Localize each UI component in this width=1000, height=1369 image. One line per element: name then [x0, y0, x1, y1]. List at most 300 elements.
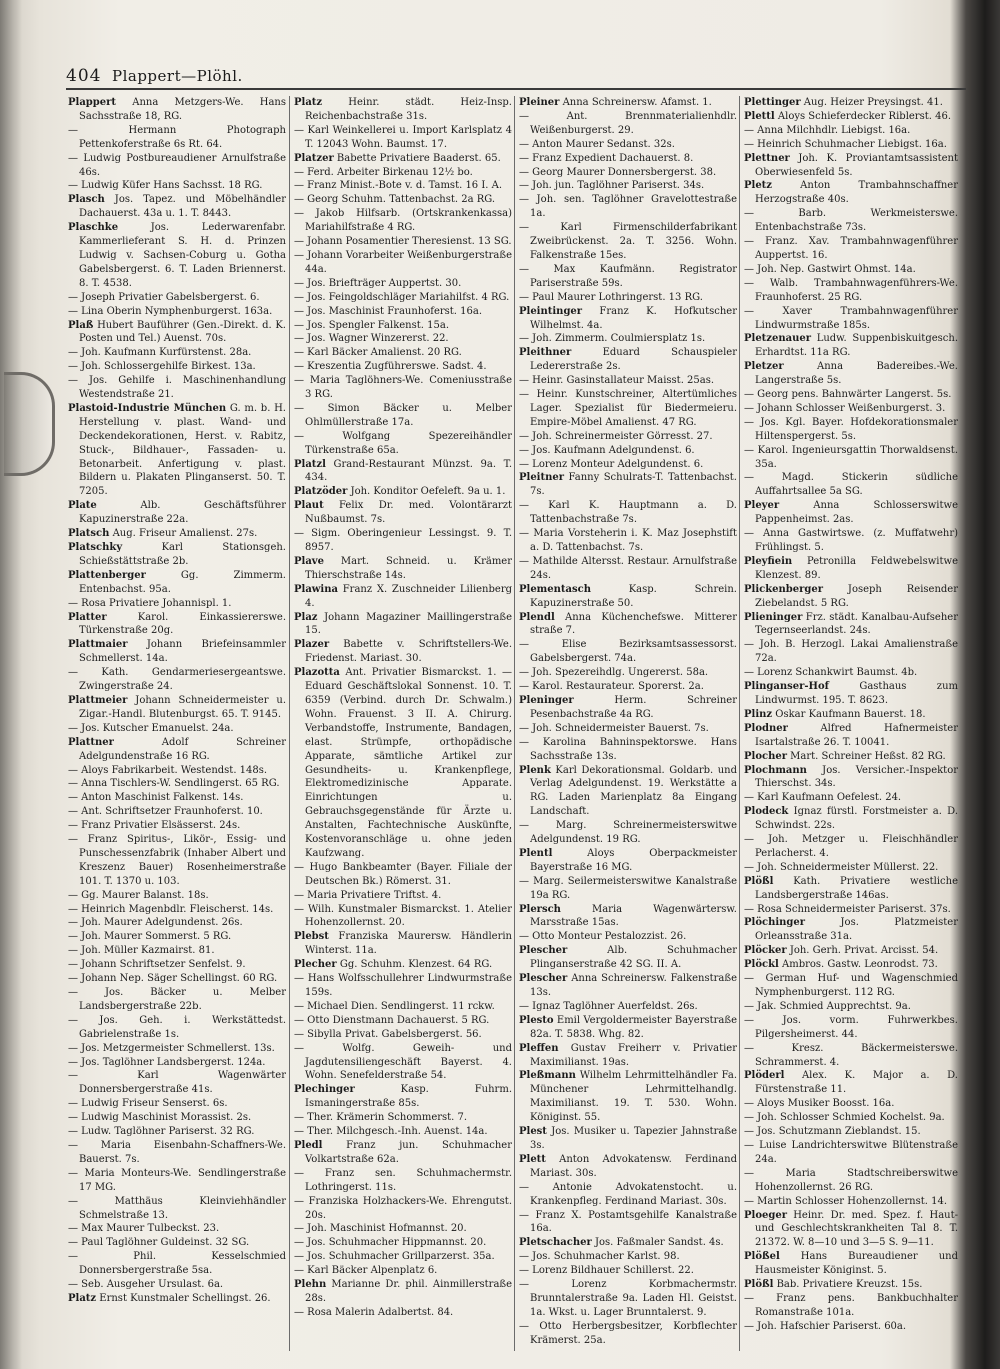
- directory-entry: [68, 374, 286, 402]
- entry-details: — Johann Schlosser Weißenburgerst. 3.: [744, 402, 946, 414]
- entry-details: — Joh. Müller Kazmairst. 81.: [68, 945, 215, 957]
- directory-entry: [68, 193, 286, 221]
- entry-surname: Plawina: [294, 583, 338, 595]
- entry-details: — Franz X. Postamtsgehilfe Kanalstraße 16a.: [519, 1209, 737, 1235]
- directory-entry: [744, 805, 958, 833]
- entry-details: — Rosa Privatiere Johannispl. 1.: [68, 597, 232, 609]
- entry-details: — Jos. Briefträger Auppertst. 30.: [294, 277, 462, 289]
- directory-entry: [744, 1195, 958, 1209]
- directory-column-1: [68, 96, 286, 1351]
- entry-details: Franziska Maurersw. Händlerin Winterst. 11a.: [305, 931, 512, 957]
- entry-surname: Plößel: [744, 1251, 780, 1263]
- directory-column-2: [294, 96, 512, 1351]
- entry-details: — Heinr. Kunstschreiner, Altertümliches Lager. Spezialist für Biedermeieru. Empire-Möbel Amalienst. 47 RG.: [519, 389, 737, 428]
- directory-entry: [68, 764, 286, 778]
- entry-details: — Jos. Wagner Winzererst. 22.: [294, 333, 449, 345]
- entry-details: Hans Bureaudiener und Hausmeister Königinst. 5.: [755, 1251, 958, 1277]
- directory-entry: [68, 611, 286, 639]
- entry-details: — Jos. Feingoldschläger Mariahilfst. 4 RG.: [294, 291, 510, 303]
- directory-entry: [519, 138, 737, 152]
- entry-details: — Seb. Ausgeher Ursulast. 6a.: [68, 1279, 224, 1291]
- entry-surname: Plieninger: [744, 611, 803, 623]
- entry-details: Karl Stationsgeh. Schießstättstraße 2b.: [79, 542, 286, 567]
- entry-details: — Lina Oberin Nymphenburgerst. 163a.: [68, 305, 273, 317]
- directory-entry: [519, 291, 737, 305]
- entry-details: — Mathilde Altersst. Restaur. Arnulfstraße 24s.: [519, 555, 737, 581]
- entry-details: — Xaver Trambahnwagenführer Lindwurmstraße 185s.: [744, 305, 958, 331]
- entry-details: — Rosa Schneidermeister Pariserst. 37s.: [744, 903, 951, 915]
- entry-details: — Joh. Schneidermeister Müllerst. 22.: [744, 861, 939, 873]
- entry-details: — Joh. jun. Taglöhner Pariserst. 34s.: [519, 180, 705, 192]
- directory-entry: [294, 291, 512, 305]
- directory-entry: [294, 527, 512, 555]
- entry-details: — Aloys Fabrikarbeit. Westendst. 148s.: [68, 764, 268, 776]
- entry-details: — Joh. Maurer Adelgundenst. 26s.: [68, 917, 243, 929]
- entry-details: Herm. Schreiner Pesenbachstraße 4a RG.: [530, 694, 737, 720]
- entry-surname: Platz: [68, 1292, 97, 1304]
- directory-entry: [294, 1000, 512, 1014]
- directory-entry: [744, 1125, 958, 1139]
- entry-surname: Plinganser-Hof: [744, 681, 829, 693]
- directory-entry: [519, 179, 737, 193]
- directory-entry: [519, 1000, 737, 1014]
- directory-entry: [519, 458, 737, 472]
- entry-details: Jos. Platzmeister Orleansstraße 31a.: [755, 917, 958, 943]
- entry-surname: Plementasch: [519, 583, 591, 595]
- entry-details: — Maria Taglöhners-We. Comeniusstraße 3 RG.: [294, 375, 512, 401]
- entry-surname: Plastoid-Industrie München: [68, 402, 227, 414]
- directory-entry: [68, 291, 286, 305]
- directory-entry: [744, 680, 958, 708]
- directory-entry: [294, 499, 512, 527]
- directory-entry: [744, 750, 958, 764]
- entry-surname: Pletschacher: [519, 1237, 592, 1249]
- entry-details: — Franz Minist.-Bote v. d. Tamst. 16 I. A.: [294, 180, 503, 192]
- entry-details: — Joh. Spezereihdlg. Ungererst. 58a.: [519, 667, 709, 679]
- entry-surname: Plett: [519, 1153, 546, 1165]
- entry-details: — Heinrich Magenbdlr. Fleischerst. 14s.: [68, 903, 274, 915]
- entry-surname: Platzer: [294, 152, 334, 164]
- directory-entry: [744, 179, 958, 207]
- entry-details: — Franziska Holzhackers-We. Ehrengutst. 20s.: [294, 1195, 512, 1221]
- entry-surname: Pleßmann: [519, 1070, 576, 1082]
- directory-entry: [519, 346, 737, 374]
- entry-details: — Karolina Bahninspektorswe. Hans Sachsstraße 13s.: [519, 736, 737, 762]
- directory-entry: [294, 1264, 512, 1278]
- entry-surname: Plattmeier: [68, 694, 128, 706]
- directory-entry: [294, 930, 512, 958]
- directory-entry: [744, 764, 958, 792]
- entry-details: — Max Maurer Tulbeckst. 23.: [68, 1223, 220, 1235]
- entry-details: — Ludwig Postbureaudiener Arnulfstraße 46s.: [68, 152, 286, 178]
- directory-entry: [744, 527, 958, 555]
- directory-entry: [294, 1042, 512, 1084]
- directory-entry: [744, 1000, 958, 1014]
- entry-details: — Hugo Bankbeamter (Bayer. Filiale der Deutschen Bk.) Römerst. 31.: [294, 861, 512, 887]
- directory-entry: [294, 305, 512, 319]
- directory-entry: [68, 1139, 286, 1167]
- entry-details: — Jos. Maschinist Fraunhoferst. 16a.: [294, 305, 483, 317]
- entry-details: — Franz sen. Schuhmachermstr. Lothringerst. 11s.: [294, 1167, 512, 1193]
- directory-entry: [294, 346, 512, 360]
- entry-surname: Plocher: [744, 750, 787, 762]
- directory-entry: [744, 152, 958, 180]
- directory-entry: [294, 277, 512, 291]
- directory-entry: [744, 1278, 958, 1292]
- entry-details: — Wolfg. Geweih- und Jagdutensiliengeschäft Bayerst. 4. Wohn. Senefelderstraße 54.: [294, 1042, 512, 1082]
- directory-entry: [68, 805, 286, 819]
- directory-entry: [519, 1014, 737, 1042]
- entry-details: — Joh. Zimmerm. Coulmiersplatz 1s.: [519, 333, 706, 345]
- directory-entry: [744, 791, 958, 805]
- directory-entry: [519, 875, 737, 903]
- directory-entry: [519, 694, 737, 722]
- entry-details: — Jos. Taglöhner Landsbergerst. 124a.: [68, 1056, 266, 1068]
- entry-details: — Phil. Kesselschmied Donnersbergerstraße 5sa.: [68, 1251, 286, 1277]
- directory-entry: [294, 1278, 512, 1306]
- entry-details: — Joh. Nep. Gastwirt Ohmst. 14a.: [744, 263, 916, 275]
- entry-details: Johann Schneidermeister u. Zigar.-Handl. Blutenburgst. 65. T. 9145.: [79, 694, 286, 720]
- entry-details: — Jos. Schutzmann Zieblandst. 15.: [744, 1126, 921, 1138]
- directory-entry: [294, 374, 512, 402]
- entry-details: — Luise Landrichterswitwe Blütenstraße 24a.: [744, 1139, 958, 1165]
- entry-details: — Hans Wolfsschullehrer Lindwurmstraße 159s.: [294, 973, 512, 998]
- entry-details: — Otto Dienstmann Dachauerst. 5 RG.: [294, 1014, 490, 1026]
- directory-entry: [294, 249, 512, 277]
- header-rule: [66, 88, 966, 90]
- directory-entry: [294, 1111, 512, 1125]
- directory-entry: [294, 319, 512, 333]
- directory-entry: [519, 847, 737, 875]
- entry-details: — Jos. Kutscher Emanuelst. 24a.: [68, 722, 234, 734]
- directory-entry: [519, 903, 737, 931]
- directory-entry: [68, 346, 286, 360]
- entry-details: — Martin Schlosser Hohenzollernst. 14.: [744, 1195, 948, 1207]
- directory-entry: [68, 930, 286, 944]
- directory-entry: [519, 1320, 737, 1348]
- entry-details: — Karl K. Hauptmann a. D. Tattenbachstraße 7s.: [519, 500, 737, 526]
- directory-entry: [744, 277, 958, 305]
- directory-entry: [744, 833, 958, 861]
- directory-entry: [68, 694, 286, 722]
- entry-surname: Pletz: [744, 180, 772, 192]
- entry-details: — Lorenz Schankwirt Baumst. 4b.: [744, 667, 918, 679]
- entry-surname: Plattmaier: [68, 639, 128, 651]
- entry-details: — Georg pens. Bahnwärter Langerst. 5s.: [744, 389, 952, 401]
- entry-details: — Wilh. Kunstmaler Bismarckst. 1. Atelier Hohenzollernst. 20.: [294, 903, 512, 929]
- directory-entry: [294, 402, 512, 430]
- entry-surname: Plaz: [294, 611, 318, 623]
- directory-entry: [519, 1153, 737, 1181]
- directory-entry: [744, 332, 958, 360]
- directory-entry: [744, 1139, 958, 1167]
- entry-surname: Pleyfiein: [744, 555, 793, 567]
- directory-entry: [744, 1042, 958, 1070]
- directory-entry: [294, 1028, 512, 1042]
- entry-details: — Ferd. Arbeiter Birkenau 12½ bo.: [294, 166, 473, 178]
- entry-details: Joh. K. Proviantamtsassistent Oberwiesenfeld 5s.: [755, 152, 958, 178]
- directory-entry: [519, 1042, 737, 1070]
- entry-details: — Karl Firmenschilderfabrikant Zweibrückenst. 2a. T. 3256. Wohn. Falkenstraße 15es.: [519, 222, 737, 261]
- entry-details: Kasp. Fuhrm. Ismaningerstraße 85s.: [305, 1084, 512, 1110]
- entry-details: — Barb. Werkmeisterswe. Entenbachstraße 73s.: [744, 208, 958, 234]
- entry-details: — Heinr. Gasinstallateur Maisst. 25as.: [519, 375, 715, 387]
- entry-details: Kath. Privatiere westliche Landsbergerstraße 146as.: [755, 875, 958, 901]
- entry-details: Franz jun. Schuhmacher Volkartstraße 62a.: [305, 1139, 512, 1165]
- directory-entry: [744, 110, 958, 124]
- entry-surname: Plescher: [519, 945, 568, 957]
- entry-details: — Joh. Schreinermeister Görresst. 27.: [519, 430, 713, 442]
- entry-details: Anton Trambahnschaffner Herzogstraße 40s.: [755, 180, 958, 206]
- directory-entry: [68, 819, 286, 833]
- entry-details: — Aloys Musiker Boosst. 16a.: [744, 1098, 895, 1110]
- directory-entry: [68, 1125, 286, 1139]
- directory-entry: [68, 1236, 286, 1250]
- entry-details: — Johann Posamentier Theresienst. 13 SG.: [294, 236, 512, 248]
- entry-details: — Jakob Hilfsarb. (Ortskrankenkassa) Mariahilfstraße 4 RG.: [294, 208, 512, 234]
- directory-entry: [744, 666, 958, 680]
- entry-details: — Sibylla Privat. Gabelsbergerst. 56.: [294, 1028, 482, 1040]
- entry-details: — Anton Maurer Sedanst. 32s.: [519, 138, 675, 150]
- directory-entry: [744, 499, 958, 527]
- directory-entry: [68, 179, 286, 193]
- directory-entry: [744, 402, 958, 416]
- entry-surname: Pledl: [294, 1139, 323, 1151]
- entry-details: Babette Privatiere Baaderst. 65.: [333, 152, 501, 164]
- entry-details: Gg. Zimmerm. Entenbachst. 95a.: [79, 569, 286, 595]
- directory-entry: [744, 471, 958, 499]
- directory-entry: [68, 777, 286, 791]
- entry-details: — Ther. Krämerin Schommerst. 7.: [294, 1112, 468, 1124]
- entry-details: — Ther. Milchgesch.-Inh. Auenst. 14a.: [294, 1126, 488, 1138]
- entry-details: Jos. Versicher.-Inspektor Thierschst. 34s.: [755, 764, 958, 790]
- entry-details: Ant. Privatier Bismarckst. 1. — Eduard Geschäftslokal Sonnenst. 10. T. 6359 (Verbind. durch Dr. Schwalm.) Wohn. Frauenst. 3 II. A. Chirurg. Verbandstoffe, Instrumente, Bandagen, elast. Strümpfe, orthopädische Apparate, sämtliche Artikel zur Gesundheits- u. Krankenpflege, Elektromedizinische Apparate. Einrichtungen u. Gebrauchsgegenstände für Ärzte u. Anstalten, Fachtechnische Auskünfte, Kostenvoranschläge u. ohne jeden Kaufzwang.: [305, 667, 512, 859]
- entry-details: — Ludw. Taglöhner Pariserst. 32 RG.: [68, 1126, 255, 1138]
- directory-entry: [744, 124, 958, 138]
- entry-details: — Sigm. Oberingenieur Lessingst. 9. T. 8957.: [294, 528, 512, 553]
- entry-details: Petronilla Feldwebelswitwe Klenzest. 89.: [755, 555, 958, 581]
- page-header: [66, 66, 946, 88]
- entry-details: Johann Magaziner Maillingerstraße 15.: [305, 611, 512, 637]
- entry-details: — Jos. Schuhmacher Grillparzerst. 35a.: [294, 1251, 495, 1263]
- entry-details: — Karl Bäcker Alpenplatz 6.: [294, 1265, 438, 1277]
- entry-surname: Plersch: [519, 903, 561, 915]
- directory-entry: [294, 1236, 512, 1250]
- entry-details: Karl Dekorationsmal. Goldarb. und Verlag Adelgundenst. 19. Werkstätte a RG. Laden Marienplatz 8a Eingang Landschaft.: [530, 764, 737, 818]
- entry-details: — Jos. vorm. Fuhrwerkbes. Pilgersheimerst. 44.: [744, 1014, 958, 1040]
- entry-details: — Jos. Gehilfe i. Maschinenhandlung Westendstraße 21.: [68, 375, 286, 401]
- entry-surname: Pleiner: [519, 97, 560, 108]
- entry-details: Kasp. Schrein. Kapuzinerstraße 50.: [530, 583, 737, 609]
- directory-entry: [68, 152, 286, 180]
- entry-surname: Plettner: [744, 152, 790, 164]
- entry-surname: Pleffen: [519, 1042, 559, 1054]
- entry-details: — Joseph Privatier Gabelsbergerst. 6.: [68, 291, 260, 303]
- directory-entry: [294, 152, 512, 166]
- directory-entry: [68, 402, 286, 499]
- entry-surname: Pleitner: [519, 472, 564, 484]
- entry-details: Frz. städt. Kanalbau-Aufseher Tegernseerlandst. 24s.: [755, 611, 958, 637]
- directory-entry: [519, 263, 737, 291]
- entry-details: — Jos. Schuhmacher Hippmannst. 20.: [294, 1237, 487, 1249]
- entry-details: — Rosa Malerin Adalbertst. 84.: [294, 1306, 454, 1318]
- directory-entry: [744, 1014, 958, 1042]
- directory-entry: [744, 944, 958, 958]
- entry-details: — Lorenz Monteur Adelgundenst. 6.: [519, 458, 704, 470]
- directory-entry: [744, 1069, 958, 1097]
- entry-details: — Joh. sen. Taglöhner Gravelottestraße 1a.: [519, 194, 737, 220]
- entry-details: Alex. K. Major a. D. Fürstenstraße 11.: [755, 1070, 958, 1096]
- directory-entry: [744, 916, 958, 944]
- entry-details: — Johann Nep. Säger Schellingst. 60 RG.: [68, 973, 278, 985]
- directory-entry: [519, 1069, 737, 1125]
- directory-entry: [68, 889, 286, 903]
- entry-surname: Plöcker: [744, 945, 787, 957]
- directory-entry: [68, 791, 286, 805]
- directory-entry: [294, 1195, 512, 1223]
- directory-entry: [68, 1195, 286, 1223]
- entry-details: Gasthaus zum Lindwurmst. 195. T. 8623.: [755, 681, 958, 706]
- directory-entry: [68, 124, 286, 152]
- entry-details: — Karol. Restaurateur. Sporerst. 2a.: [519, 681, 704, 693]
- entry-details: — Joh. Maschinist Hofmannst. 20.: [294, 1223, 467, 1235]
- entry-details: Aug. Heizer Preysingst. 41.: [800, 97, 943, 108]
- entry-details: — Jos. Kgl. Bayer. Hofdekorationsmaler Hiltenspergerst. 5s.: [744, 416, 958, 442]
- directory-entry: [294, 485, 512, 499]
- directory-entry: [68, 527, 286, 541]
- entry-surname: Plehn: [294, 1279, 327, 1291]
- directory-entry: [744, 708, 958, 722]
- directory-entry: [294, 583, 512, 611]
- directory-entry: [68, 958, 286, 972]
- directory-entry: [519, 96, 737, 110]
- entry-details: — Jak. Schmied Aupprechtst. 9a.: [744, 1000, 911, 1012]
- entry-details: Alb. Geschäftsführer Kapuzinerstraße 22a.: [79, 500, 286, 526]
- directory-column-3: [519, 96, 737, 1351]
- entry-details: — Hermann Photograph Pettenkoferstraße 6s Rt. 64.: [68, 124, 286, 150]
- entry-surname: Plettinger: [744, 97, 801, 108]
- directory-entry: [294, 1250, 512, 1264]
- entry-surname: Platsch: [68, 528, 110, 540]
- entry-details: — Franz pens. Bankbuchhalter Romanstraße 101a.: [744, 1292, 958, 1318]
- entry-details: — Ant. Schriftsetzer Fraunhoferst. 10.: [68, 806, 263, 818]
- entry-surname: Plattner: [68, 736, 114, 748]
- entry-details: — Joh. B. Herzogl. Lakai Amalienstraße 72a.: [744, 639, 958, 665]
- directory-entry: [68, 541, 286, 569]
- entry-details: — Anton Maschinist Falkenst. 14s.: [68, 792, 244, 804]
- directory-entry: [294, 889, 512, 903]
- entry-details: — Karl Bäcker Amalienst. 20 RG.: [294, 347, 462, 359]
- entry-details: Alb. Schuhmacher Plinganserstraße 42 SG. II. A.: [530, 945, 737, 971]
- directory-entry: [294, 1139, 512, 1167]
- directory-entry: [519, 305, 737, 333]
- column-divider: [739, 96, 740, 1351]
- entry-details: Emil Vergoldermeister Bayerstraße 82a. T. 5838. Whg. 82.: [530, 1014, 737, 1040]
- entry-details: — Gg. Maurer Balanst. 18s.: [68, 889, 209, 901]
- directory-entry: [519, 152, 737, 166]
- directory-entry: [744, 207, 958, 235]
- entry-details: Jos. Tapez. und Möbelhändler Dachauerst. 43a u. 1. T. 8443.: [79, 194, 286, 220]
- entry-surname: Platzöder: [294, 486, 348, 498]
- directory-entry: [68, 305, 286, 319]
- directory-entry: [68, 1111, 286, 1125]
- entry-details: Ignaz fürstl. Forstmeister a. D. Schwindst. 22s.: [755, 806, 958, 832]
- book-binding-shadow: [0, 0, 22, 1369]
- directory-entry: [744, 583, 958, 611]
- directory-entry: [744, 96, 958, 110]
- entry-surname: Plechinger: [294, 1084, 355, 1096]
- directory-entry: [519, 764, 737, 820]
- entry-surname: Plaß: [68, 319, 94, 331]
- entry-details: — Ant. Brennmaterialienhdlr. Weißenburgerst. 29.: [519, 110, 737, 136]
- entry-surname: Plenk: [519, 764, 551, 776]
- entry-details: — Georg Schuhm. Tattenbachst. 2a RG.: [294, 194, 496, 206]
- directory-entry: [519, 1236, 737, 1250]
- directory-entry: [744, 1292, 958, 1320]
- entry-details: — Karl Wagenwärter Donnersbergerstraße 41s.: [68, 1070, 286, 1096]
- entry-details: — Lorenz Korbmachermstr. Brunntalerstraße 9a. Laden Hl. Geistst. 1a. Wkst. u. Lager Brunntalerst. 9.: [519, 1279, 737, 1318]
- directory-entry: [744, 1111, 958, 1125]
- entry-details: — Otto Herbergsbesitzer, Korbflechter Krämerst. 25a.: [519, 1320, 737, 1346]
- entry-details: — Maria Monteurs-We. Sendlingerstraße 17 MG.: [68, 1167, 286, 1193]
- entry-details: Joh. Gerh. Privat. Arcisst. 54.: [786, 945, 939, 957]
- directory-entry: [294, 1083, 512, 1111]
- entry-surname: Plickenberger: [744, 583, 824, 595]
- entry-surname: Platter: [68, 611, 107, 623]
- directory-entry: [68, 1250, 286, 1278]
- entry-details: Gg. Schuhm. Klenzest. 64 RG.: [336, 959, 493, 971]
- directory-entry: [744, 416, 958, 444]
- entry-details: Anna Schlosserswitwe Pappenheimst. 2as.: [755, 500, 958, 526]
- entry-details: — Joh. Schneidermeister Bauerst. 7s.: [519, 722, 709, 734]
- directory-entry: [744, 903, 958, 917]
- directory-entry: [68, 569, 286, 597]
- directory-entry: [519, 555, 737, 583]
- entry-surname: Plodeck: [744, 806, 789, 818]
- entry-details: — Simon Bäcker u. Melber Ohlmüllerstraße 17a.: [294, 402, 512, 428]
- entry-details: Wilhelm Lehrmittelhändler Fa. Münchener Lehrmittelhandlg. Maximilianst. 19. T. 530. Wohn. Königinst. 55.: [530, 1070, 737, 1124]
- entry-details: — Kath. Gendarmeriesergeantswe. Zwingerstraße 24.: [68, 667, 286, 693]
- entry-details: — Joh. Schlossergehilfe Birkest. 13a.: [68, 361, 256, 373]
- directory-entry: [519, 1209, 737, 1237]
- entry-details: — Paul Taglöhner Guldeinst. 32 SG.: [68, 1237, 250, 1249]
- page-clip: [4, 372, 55, 476]
- entry-details: Aloys Schieferdecker Riblerst. 46.: [774, 110, 951, 122]
- entry-details: — Heinrich Schuhmacher Liebigst. 16a.: [744, 138, 947, 150]
- entry-details: G. m. b. H. Herstellung v. plast. Wand- und Deckendekorationen, Herst. v. Rabitz, Stuck-, Bildhauer-, Fassaden- u. Betonarbeit. Anfertigung v. plast. Bildern u. Plakaten Plinganserst. 50. T. 7205.: [79, 402, 286, 498]
- directory-entry: [68, 903, 286, 917]
- directory-entry: [294, 430, 512, 458]
- directory-entry: [68, 1042, 286, 1056]
- entry-details: — Karl Weinkellerei u. Import Karlsplatz 4 T. 12043 Wohn. Baumst. 17.: [294, 124, 512, 150]
- entry-details: — Joh. Schlosser Schmied Kochelst. 9a.: [744, 1112, 945, 1124]
- directory-entry: [68, 96, 286, 124]
- entry-details: Ludw. Suppenbiskuitgesch. Erhardtst. 11a RG.: [755, 333, 958, 359]
- directory-column-4: [744, 96, 958, 1351]
- directory-entry: [744, 722, 958, 750]
- entry-surname: Plave: [294, 555, 324, 567]
- directory-entry: [519, 972, 737, 1000]
- directory-entry: [68, 1167, 286, 1195]
- entry-details: Aloys Oberpackmeister Bayerstraße 16 MG.: [530, 847, 737, 873]
- entry-details: — Johann Vorarbeiter Weißenburgerstraße 44a.: [294, 249, 512, 275]
- directory-entry: [294, 861, 512, 889]
- entry-surname: Plescher: [519, 973, 568, 985]
- entry-details: — Jos. Bäcker u. Melber Landsbergerstraße 22b.: [68, 987, 286, 1012]
- entry-surname: Plest: [519, 1126, 547, 1138]
- directory-entry: [519, 444, 737, 458]
- entry-surname: Pleninger: [519, 694, 574, 706]
